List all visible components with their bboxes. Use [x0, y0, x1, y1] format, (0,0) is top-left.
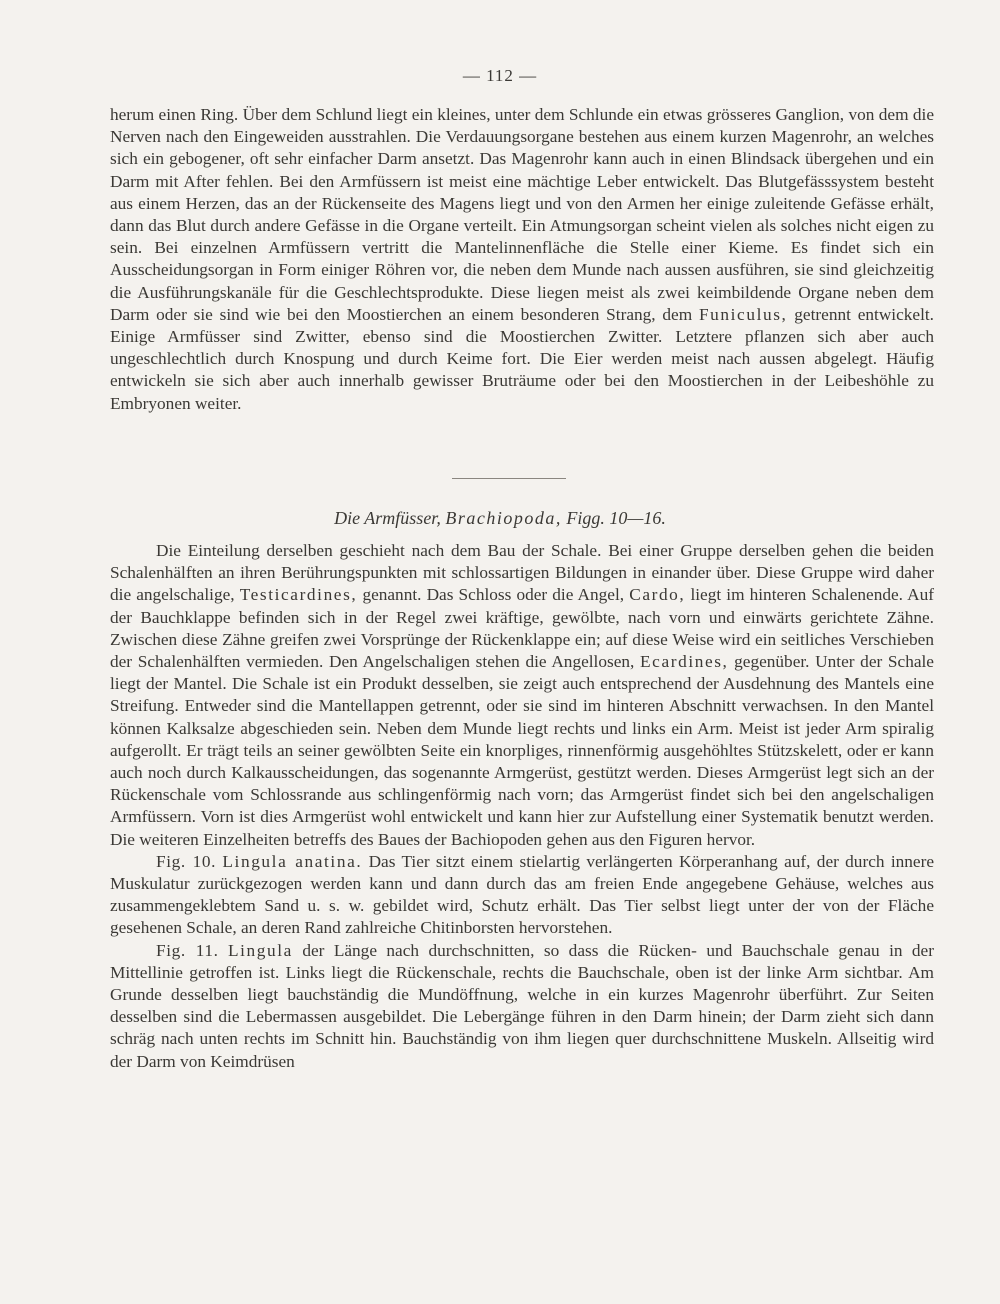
- term-ecardines: Ecardines,: [640, 652, 729, 672]
- section-heading-a: Die Armfüsser,: [334, 508, 441, 528]
- intro-text-b: getrennt entwickelt. Einige Armfüsser sind Zwitter, ebenso sind die Moostierchen Zwitter. Letztere pflanzen sich aber auch ungeschlechtlich durch Knospung und durch Keime fort. Die Eier werden meist nach aussen abgelegt. Häufig entwickeln sie sich aber auch innerhalb gewisser Bruträume oder bei den Moostierchen in der Leibeshöhle zu Embryonen weiter.: [110, 304, 935, 413]
- intro-paragraph: [110, 104, 934, 415]
- p2-text: Das Tier sitzt einem stielartig verlängerten Körperanhang auf, der durch innere Muskulatur zurückgezogen werden kann und dann durch das am freien Ende angegebene Gehäuse, welches aus zusammengeklebtem Sand u. s. w. gebildet wird, Schutz erhält. Das Tier selbst liegt unter der von der Fläche gesehenen Schale, an deren Rand zahlreiche Chitinborsten hervorstehen.: [110, 851, 934, 938]
- main-text: [110, 540, 934, 1073]
- intro-text-a: herum einen Ring. Über dem Schlund liegt ein kleines, unter dem Schlunde ein etwas grösseres Ganglion, von dem die Nerven nach den Eingeweiden ausstrahlen. Die Verdauungsorgane bestehen aus einem kurzen Magenrohr, an welches sich ein gebogener, oft sehr einfacher Darm ansetzt. Das Magenrohr kann auch in einen Blindsack übergehen und ein Darm mit After fehlen. Bei den Armfüssern ist meist eine mächtige Leber entwickelt. Das Blutgefässsystem besteht aus einem Herzen, das an der Rückenseite des Magens liegt und von den Armen her einige zuleitende Gefässe erhält, dann das Blut durch andere Gefässe in die Organe verteilt. Ein Atmungsorgan scheint vielen als solches nicht eigen zu sein. Bei einzelnen Armfüssern vertritt die Mantelinnenfläche die Stelle einer Kieme. Es findet sich ein Ausscheidungsorgan in Form einiger Röhren vor, die neben dem Munde nach aussen ausführen, sie sind gleichzeitig die Ausführungskanäle für die Geschlechtsprodukte. Diese liegen meist als zwei keimbildende Organe neben dem Darm oder sie sind wie bei den Moostierchen an einem besonderen Strang, dem: [110, 105, 934, 324]
- p1-text-c: liegt im hinteren Schalenende. Auf der Bauchklappe befinden sich in der Regel zwei kräftige, gewölbte, nach vorn und einwärts gerichtete Zähne. Zwischen diese Zähne greifen zwei Vorsprünge der Rückenklappe ein; auf diese Weise wird ein seitliches Verschieben der Schalenhälften vermieden. Den Angelschaligen stehen die Angellosen,: [110, 585, 935, 672]
- term-lingula-anatina: Lingula anatina.: [222, 851, 363, 871]
- intro-text: [110, 104, 934, 415]
- p3-text: der Länge nach durchschnitten, so dass die Rücken- und Bauchschale genau in der Mittellinie getroffen ist. Links liegt die Rückenschale, rechts die Bauchschale, oben ist der linke Arm sichtbar. Am Grunde desselben liegt bauchständig die Mundöffnung, welche in ein kurzes Magenrohr überführt. Zur Seiten desselben sind die Lebermassen ausgebildet. Die Lebergänge führen in den Darm hinein; der Darm zieht sich dann schräg nach unten rechts im Schnitt hin. Bauchständig von ihm liegen quer durchschnittene Muskeln. Allseitig wird der Darm von Keimdrüsen: [110, 940, 934, 1071]
- term-cardo: Cardo,: [629, 585, 686, 605]
- section-heading-b: Brachiopoda,: [445, 508, 562, 528]
- p1-text-d: gegenüber. Unter der Schale liegt der Mantel. Die Schale ist ein Produkt desselben, sie zeigt auch entsprechend der Ausdehnung des Mantels eine Streifung. Entweder sind die Mantellappen getrennt, oder sie sind im hinteren Abschnitt verwachsen. In den Mantel können Kalksalze abgeschieden sein. Neben dem Munde liegt rechts und links ein Arm. Meist ist jeder Arm spiralig aufgerollt. Er trägt teils an seiner gewölbten Seite ein knorpliges, rinnenförmig ausgehöhltes Stützskelett, oder er kann auch noch durch Kalkausscheidungen, das sogenannte Armgerüst, gestützt werden. Dieses Armgerüst legt sich an der Rückenschale vom Schlossrande aus schlingenförmig nach vorn; das Armgerüst findet sich bei den angelschaligen Armfüssern. Vorn ist dies Armgerüst wohl entwickelt und kann hier zur Aufstellung einer Systematik benutzt werden. Die weiteren Einzelheiten betreffs des Baues der Bachiopoden gehen aus den Figuren hervor.: [110, 652, 934, 849]
- section-divider: [452, 478, 566, 479]
- term-testicardines: Testicardines,: [239, 585, 358, 605]
- p1-text-a: Die Einteilung derselben geschieht nach dem Bau der Schale. Bei einer Gruppe derselben gehen die beiden Schalenhälften an ihren Berührungspunkten mit schlossartigen Bildungen in einander über. Diese Gruppe wird daher die angelschalige,: [110, 541, 934, 605]
- section-heading: [0, 508, 1000, 529]
- term-funiculus: Funiculus,: [698, 304, 788, 324]
- paragraph-fig-11: [110, 940, 934, 1073]
- term-lingula: Lingula: [227, 940, 293, 960]
- paragraph-fig-10: [110, 851, 934, 940]
- fig-10-label: Fig. 10.: [156, 851, 217, 871]
- paragraph-classification: [110, 540, 934, 851]
- p1-text-b: genannt. Das Schloss oder die Angel,: [362, 585, 625, 605]
- section-heading-c: Figg. 10—16.: [566, 508, 666, 528]
- page-number: — 112 —: [462, 66, 538, 85]
- fig-11-label: Fig. 11.: [156, 940, 219, 960]
